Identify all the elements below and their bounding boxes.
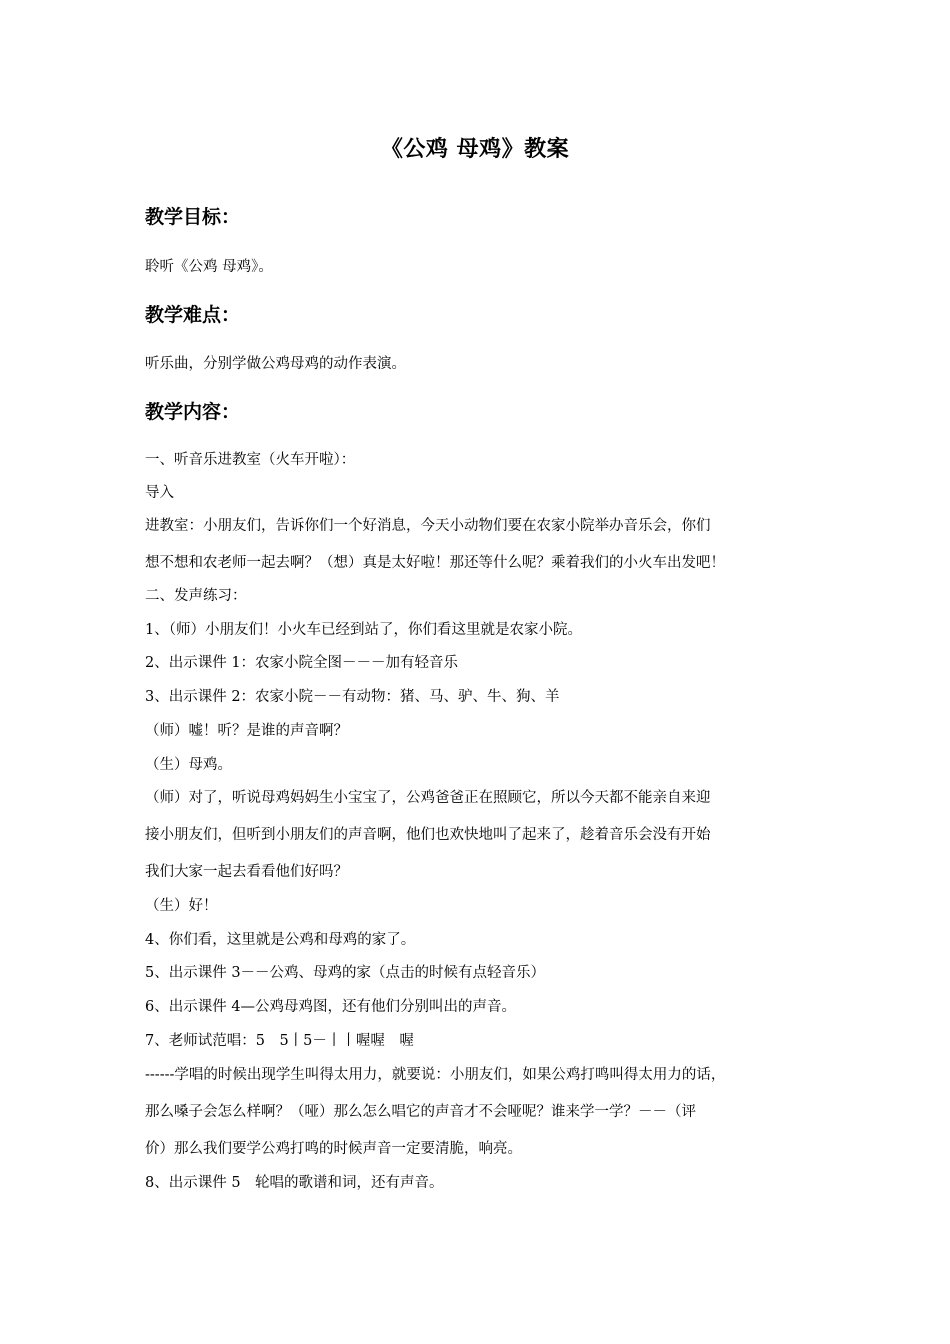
content-line: 5、出示课件 3－－公鸡、母鸡的家（点击的时候有点轻音乐）: [145, 965, 546, 981]
content-line: 我们大家一起去看看他们好吗？: [145, 864, 348, 880]
content-line: 6、出示课件 4—公鸡母鸡图，还有他们分别叫出的声音。: [145, 999, 517, 1015]
content-line: 接小朋友们，但听到小朋友们的声音啊，他们也欢快地叫了起来了，趁着音乐会没有开始: [145, 827, 711, 843]
content-line: 那么嗓子会怎么样啊？（哑）那么怎么唱它的声音才不会哑呢？谁来学一学？－－（评: [145, 1104, 696, 1120]
content-line: （生）好！: [145, 898, 218, 914]
content-line: 一、听音乐进教室（火车开啦）：: [145, 452, 356, 468]
content-line: 3、出示课件 2：农家小院－－有动物：猪、马、驴、牛、狗、羊: [145, 689, 560, 705]
section-heading-content: 教学内容：: [145, 401, 241, 423]
objectives-line: 聆听《公鸡 母鸡》。: [145, 259, 273, 275]
content-line: 7、老师试范唱：5 5丨5－丨丨喔喔 喔: [145, 1033, 414, 1049]
content-line: 4、你们看，这里就是公鸡和母鸡的家了。: [145, 932, 416, 948]
content-line: 想不想和农老师一起去啊？（想）真是太好啦！那还等什么呢？乘着我们的小火车出发吧！: [145, 555, 725, 571]
section-heading-difficulties: 教学难点：: [145, 304, 241, 326]
content-line: 价）那么我们要学公鸡打鸣的时候声音一定要清脆，响亮。: [145, 1141, 522, 1157]
section-heading-objectives: 教学目标：: [145, 206, 241, 228]
content-line: 导入: [145, 485, 174, 501]
content-line: （师）对了，听说母鸡妈妈生小宝宝了，公鸡爸爸正在照顾它，所以今天都不能亲自来迎: [145, 790, 711, 806]
content-line: ------学唱的时候出现学生叫得太用力，就要说：小朋友们，如果公鸡打鸣叫得太用力的话，: [145, 1067, 726, 1083]
difficulties-line: 听乐曲，分别学做公鸡母鸡的动作表演。: [145, 356, 406, 372]
content-line: 二、发声练习：: [145, 588, 247, 604]
content-line: 1、（师）小朋友们！小火车已经到站了，你们看这里就是农家小院。: [145, 622, 582, 638]
content-line: 进教室：小朋友们，告诉你们一个好消息，今天小动物们要在农家小院举办音乐会，你们: [145, 518, 711, 534]
content-line: （师）嘘！听？是谁的声音啊？: [145, 723, 348, 739]
content-line: （生）母鸡。: [145, 757, 232, 773]
content-line: 8、出示课件 5 轮唱的歌谱和词，还有声音。: [145, 1175, 444, 1191]
content-line: 2、出示课件 1：农家小院全图－－－加有轻音乐: [145, 655, 459, 671]
document-title: 《公鸡 母鸡》教案: [380, 137, 570, 162]
